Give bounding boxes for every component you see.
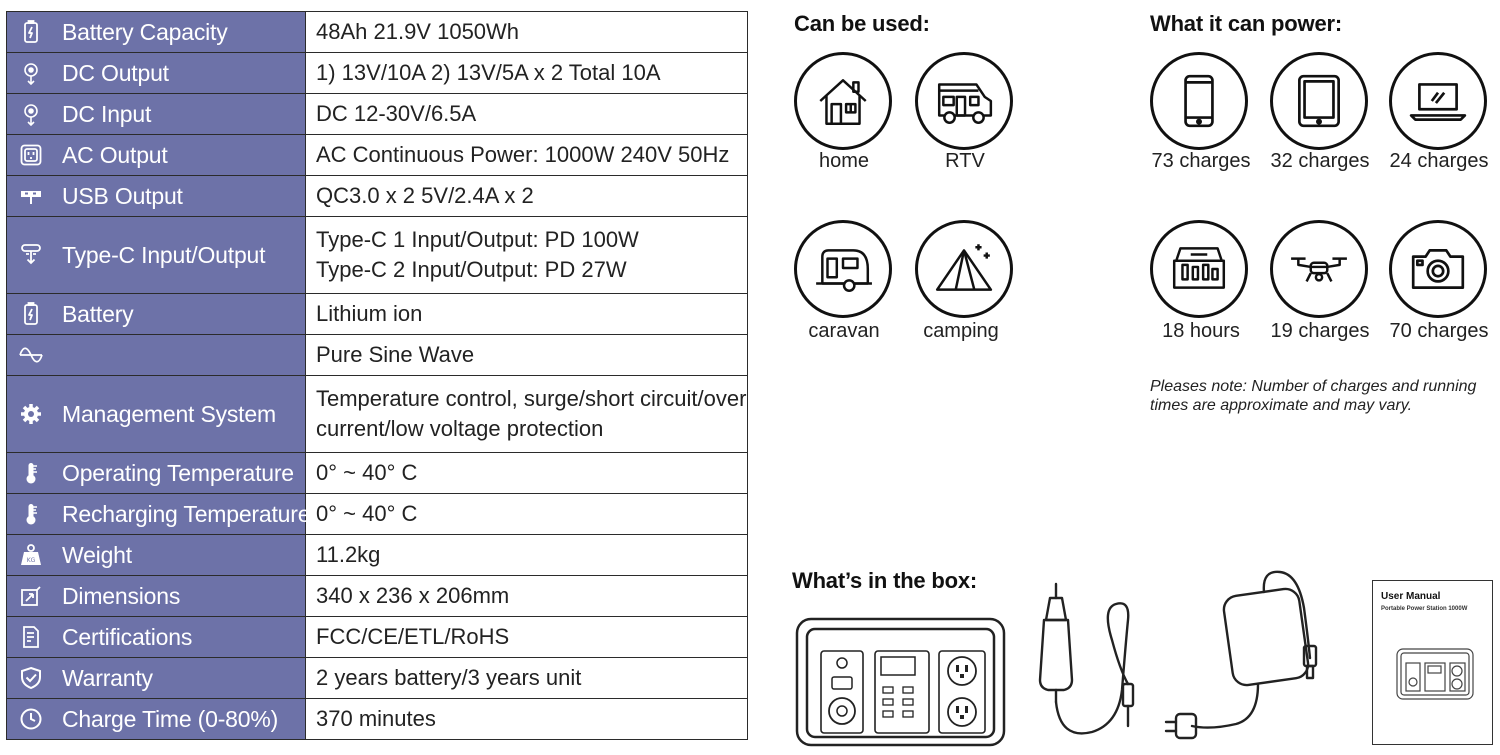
spec-row [7,176,748,217]
spec-row [7,294,748,335]
use-label-camping: camping [923,320,999,342]
spec-label-cell [7,494,311,535]
svg-text:KG: KG [26,557,36,564]
note-line-1: Pleases note: Number of charges and running [1150,378,1477,395]
tent-icon [915,220,1013,318]
manual-subtitle: Portable Power Station 1000W [1381,606,1468,612]
spec-label-cell [7,53,306,94]
spec-label-cell [7,294,306,335]
spec-value-cell [306,53,748,94]
spec-label: Management System [62,400,276,427]
power-label-tablet: 32 charges [1270,150,1370,172]
spec-label-cell [7,617,306,658]
spec-value: DC 12-30V/6.5A [316,101,477,126]
spec-row [7,135,748,176]
drone-icon [1270,220,1368,318]
spec-value-cell [306,617,748,658]
spec-row [7,576,748,617]
spec-label-cell [7,699,306,740]
spec-label-cell [7,658,306,699]
thermometer-icon [7,502,55,526]
spec-row [7,94,748,135]
spec-label: DC Output [62,59,169,86]
spec-value: 48Ah 21.9V 1050Wh [316,19,520,44]
spec-label: Recharging Temperature [62,500,311,527]
spec-row [7,617,748,658]
spec-value: QC3.0 x 2 5V/2.4A x 2 [316,183,534,208]
spec-label: DC Input [62,100,152,127]
spec-value-cell [306,576,748,617]
spec-label-cell [7,217,306,294]
spec-value: 0° ~ 40° C [316,460,418,485]
dc-plug-icon [7,61,55,85]
spec-value: Lithium ion [316,301,423,326]
shield-check-icon [7,666,55,690]
spec-value: 2 years battery/3 years unit [316,665,582,690]
spec-value-cell [306,294,748,335]
spec-label-cell [7,335,306,376]
caravan-icon [794,220,892,318]
spec-value: AC Continuous Power: 1000W 240V 50Hz [316,142,730,167]
use-label-home: home [818,150,870,172]
clock-icon [7,707,55,731]
powers-heading: What it can power: [1150,11,1342,36]
spec-value: Temperature control, surge/short circuit/over [316,386,747,411]
spec-row [7,217,748,294]
usb-icon [7,184,55,208]
manual-title: User Manual [1381,591,1441,602]
box-heading: What’s in the box: [792,568,978,593]
power-label-drone: 19 charges [1270,320,1370,342]
tablet-icon [1270,52,1368,150]
sine-wave-icon [7,343,55,367]
house-icon [794,52,892,150]
spec-value-cell [306,217,748,294]
spec-value-cell [306,176,748,217]
spec-value-cell [306,335,748,376]
dimensions-icon [7,584,55,608]
spec-value: 11.2kg [316,542,381,567]
manual-station-sketch [1395,647,1475,701]
ac-adapter-image [1162,568,1344,748]
cooler-box-icon [1150,220,1248,318]
spec-value: 340 x 236 x 206mm [316,583,510,608]
spec-label-cell [7,94,306,135]
spec-label: Battery Capacity [62,18,228,45]
spec-label-cell [7,576,306,617]
spec-value: 1) 13V/10A 2) 13V/5A x 2 Total 10A [316,60,661,85]
power-station-image [793,615,1008,750]
ac-socket-icon [7,143,55,167]
spec-label: Warranty [62,664,153,691]
spec-value-cell [306,376,748,453]
spec-value: 0° ~ 40° C [316,501,418,526]
spec-value: current/low voltage protection [316,416,604,441]
spec-row [7,53,748,94]
weight-icon [7,543,55,567]
spec-row [7,535,748,576]
spec-row [7,453,748,494]
rv-icon [915,52,1013,150]
spec-row [7,12,748,53]
spec-value: Type-C 1 Input/Output: PD 100W [316,227,639,252]
spec-row [7,658,748,699]
spec-value: Type-C 2 Input/Output: PD 27W [316,257,627,282]
spec-value-cell [306,135,748,176]
uses-heading: Can be used: [794,11,930,36]
power-label-camera: 70 charges [1389,320,1489,342]
spec-value: Pure Sine Wave [316,342,475,367]
power-label-phone: 73 charges [1151,150,1251,172]
spec-label-cell [7,535,306,576]
spec-value: FCC/CE/ETL/RoHS [316,624,510,649]
spec-value-cell [306,494,748,535]
spec-label-cell [7,376,306,453]
note-line-2: times are approximate and may vary. [1150,397,1413,414]
spec-label: Operating Temperature [62,459,294,486]
spec-label-cell [7,176,306,217]
power-label-cooler: 18 hours [1162,320,1240,342]
spec-label: USB Output [62,182,183,209]
spec-value-cell [306,12,748,53]
dc-plug-icon [7,102,55,126]
spec-label: Certifications [62,623,193,650]
use-label-caravan: caravan [808,320,880,342]
spec-label-cell [7,12,306,53]
spec-label: Battery [62,300,134,327]
phone-icon [1150,52,1248,150]
spec-value-cell [306,94,748,135]
use-label-rtv: RTV [945,150,985,172]
spec-value: 370 minutes [316,706,436,731]
spec-row [7,335,748,376]
battery-icon [7,302,55,326]
spec-table [6,11,748,740]
spec-value-cell [306,699,748,740]
camera-icon [1389,220,1487,318]
spec-row [7,376,748,453]
certificate-icon [7,625,55,649]
battery-icon [7,20,55,44]
type-c-icon [7,243,55,267]
laptop-icon [1389,52,1487,150]
thermometer-icon [7,461,55,485]
power-label-laptop: 24 charges [1389,150,1489,172]
spec-label: Weight [62,541,132,568]
car-charger-cable-image [1032,580,1152,748]
spec-label-cell [7,135,306,176]
spec-label: AC Output [62,141,168,168]
spec-row [7,699,748,740]
spec-value-cell [306,535,748,576]
gear-icon [7,402,55,426]
spec-label: Charge Time (0-80%) [62,705,279,732]
user-manual-image [1372,580,1493,745]
spec-row [7,494,748,535]
spec-value-cell [306,658,748,699]
spec-value-cell [306,453,748,494]
charges-note [1150,377,1495,415]
spec-label-cell [7,453,306,494]
spec-label: Dimensions [62,582,181,609]
spec-label: Type-C Input/Output [62,241,266,268]
